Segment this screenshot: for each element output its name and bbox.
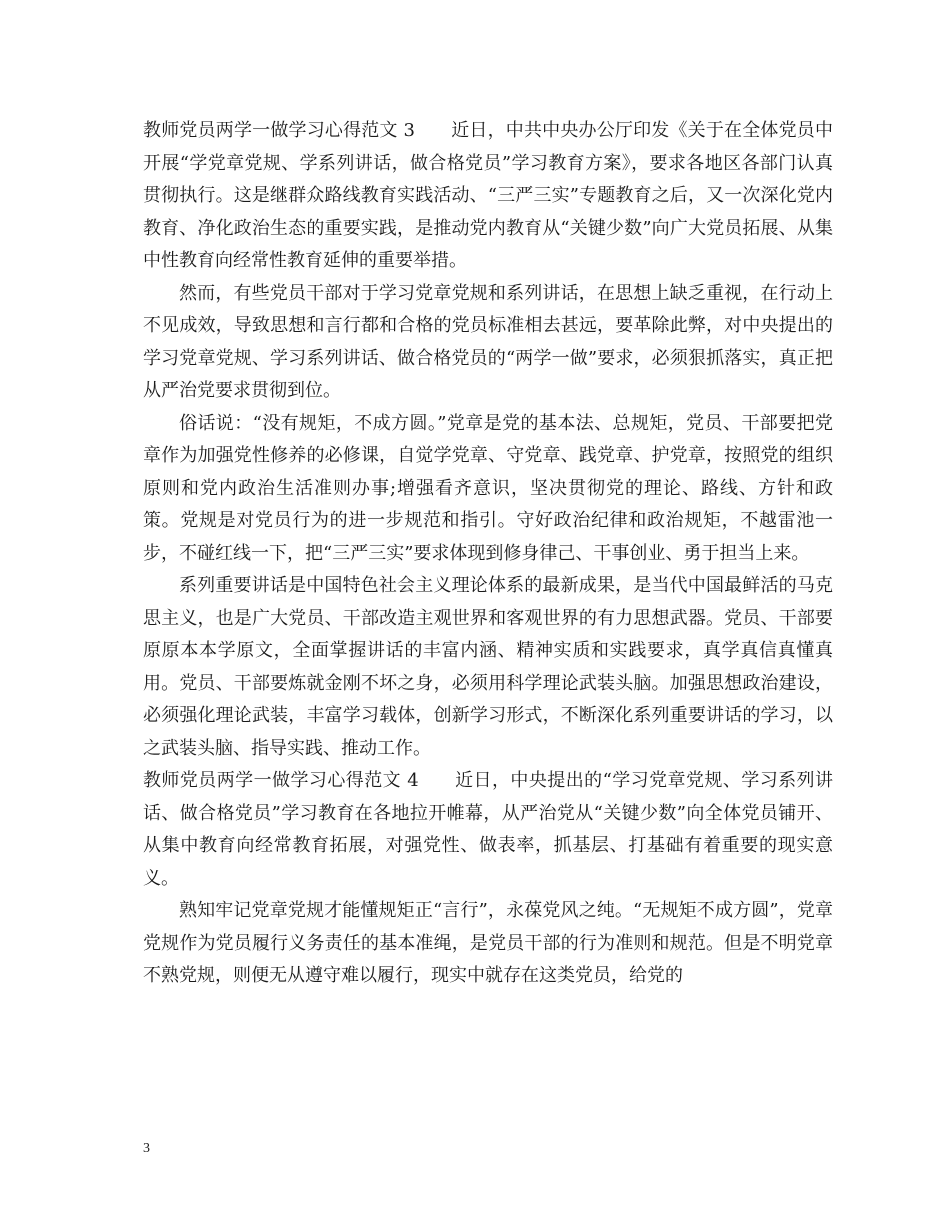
section-heading: 教师党员两学一做学习心得范文 4 (143, 770, 419, 791)
section-3-first-paragraph (143, 115, 833, 278)
section-heading: 教师党员两学一做学习心得范文 3 (143, 120, 416, 141)
paragraph: 近日，中共中央办公厅印发《关于在全体党员中开展“学党章党规、学系列讲话，做合格党员”学习教育方案》，要求各地区各部门认真贯彻执行。这是继群众路线教育实践活动、“三严三实”专题教育之后，又一次深化党内教育、净化政治生态的重要实践，是推动党内教育从“关键少数”向广大党员拓展、从集中性教育向经常性教育延伸的重要举措。 (143, 120, 833, 271)
paragraph: 俗话说：“没有规矩，不成方圆。”党章是党的基本法、总规矩，党员、干部要把党章作为加强党性修养的必修课，自觉学党章、守党章、践党章、护党章，按照党的组织原则和党内政治生活准则办事;增强看齐意识，坚决贯彻党的理论、路线、方针和政策。党规是对党员行为的进一步规范和指引。守好政治纪律和政治规矩，不越雷池一步，不碰红线一下，把“三严三实”要求体现到修身律己、干事创业、勇于担当上来。 (143, 412, 833, 564)
page-number: 3 (143, 1141, 150, 1156)
section-4-first-paragraph (143, 765, 833, 895)
paragraph: 系列重要讲话是中国特色社会主义理论体系的最新成果，是当代中国最鲜活的马克思主义，也是广大党员、干部改造主观世界和客观世界的有力思想武器。党员、干部要原原本本学原文，全面掌握讲话的丰富内涵、精神实质和实践要求，真学真信真懂真用。党员、干部要炼就金刚不坏之身，必须用科学理论武装头脑。加强思想政治建设，必须强化理论武装，丰富学习载体，创新学习形式，不断深化系列重要讲话的学习，以之武装头脑、指导实践、推动工作。 (143, 575, 833, 759)
paragraph: 然而，有些党员干部对于学习党章党规和系列讲话，在思想上缺乏重视，在行动上不见成效，导致思想和言行都和合格的党员标准相去甚远，要革除此弊，对中央提出的学习党章党规、学习系列讲话、做合格党员的“两学一做”要求，必须狠抓落实，真正把从严治党要求贯彻到位。 (143, 282, 833, 401)
paragraph: 近日，中央提出的“学习党章党规、学习系列讲话、做合格党员”学习教育在各地拉开帷幕，从严治党从“关键少数”向全体党员铺开、从集中教育向经常教育拓展，对强党性、做表率，抓基层、打基础有着重要的现实意义。 (143, 770, 833, 889)
document-body (143, 115, 833, 993)
paragraph: 熟知牢记党章党规才能懂规矩正“言行”，永葆党风之纯。“无规矩不成方圆”，党章党规作为党员履行义务责任的基本准绳，是党员干部的行为准则和规范。但是不明党章不熟党规，则便无从遵守难以履行，现实中就存在这类党员，给党的 (143, 900, 833, 986)
